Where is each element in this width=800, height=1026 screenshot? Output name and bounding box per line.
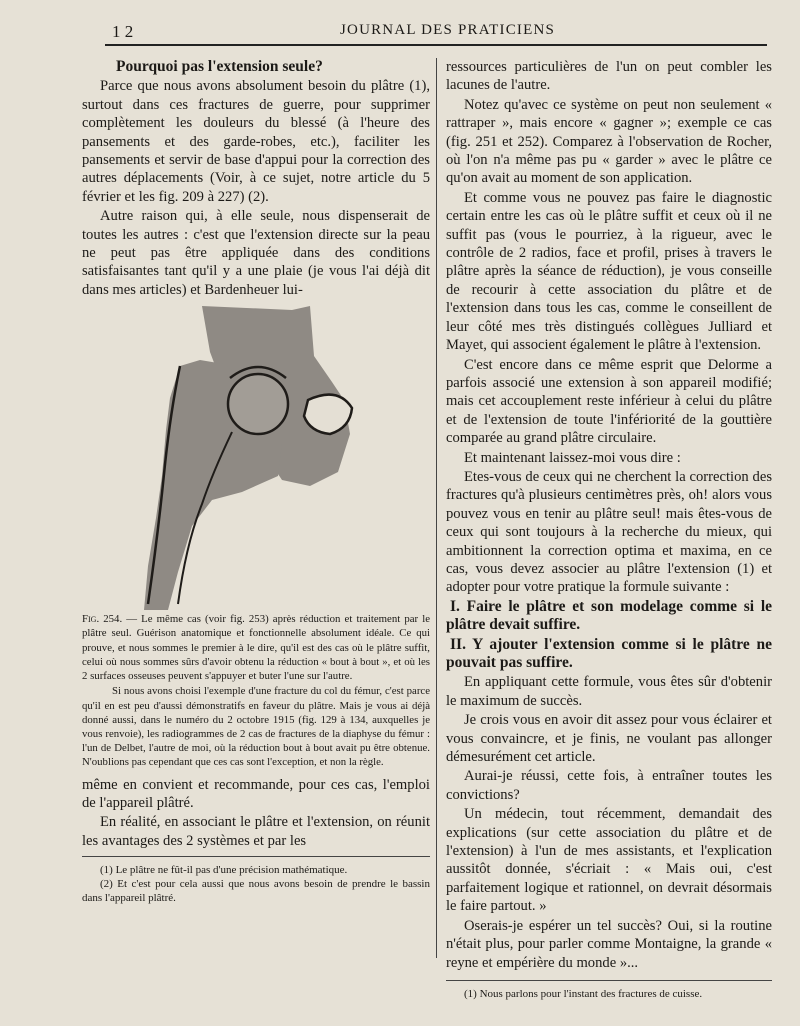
right-footnote-rule [446,980,772,981]
right-paragraph-6: Etes-vous de ceux qui ne cherchent la correction des fractures qu'à plusieurs centimètres près, oh! alors vous pouvez vous en tenir au plâtre seul! mais êtes-vous de ceux qui sont toujours à la recherche du mieux, qui ambitionnent la correction optima et maxima, en ce cas, vous devez associer au plâtre l'extension (1) et adopter pour votre pratique la formule suivante : [446,468,772,596]
left-paragraph-3: même en convient et recommande, pour ces cas, l'emploi de l'appareil plâtré. [82,776,430,811]
right-paragraph-3: Et comme vous ne pouvez pas faire le diagnostic certain entre les cas où le plâtre suffit et ceux où il ne suffit pas (vous le pourriez, à la rigueur, avec le contrôle de 2 radios, face et profil, prises à travers le plâtre après la séance de réduction), je vous conseille de recourir à cette association du plâtre et de l'extension dans tous les cas, comme le conseillent de leur côté mes très distingués collègues Julliard et Mayet, qui associent également le plâtre à l'extension. [446,189,772,354]
right-paragraph-1: ressources particulières de l'un on peut combler les lacunes de l'autre. [446,59,772,94]
right-paragraph-4: C'est encore dans ce même esprit que Delorme a parfois associé une extension à son appareil modifié; mais cet accouplement reste inférieur à celui du plâtre et de l'extension de toute l'infériorité de la gouttière comparée au grand plâtre circulaire. [446,356,772,447]
page-header [0,0,800,46]
caption-label: Fig. 254. [82,613,123,626]
header-rule [105,44,767,46]
left-column [82,58,430,905]
right-paragraph-8: Je crois vous en avoir dit assez pour vous éclairer et vous convaincre, et je finis, ne voulant pas allonger démesurément cet article. [446,712,772,766]
right-paragraph-10: Un médecin, tout récemment, demandait des explications (sur cette association du plâtre et de l'extension) à l'un de mes assistants, et l'explication aussitôt donnée, s'écriait : « Mais oui, c'est parfaitement logique et rationnel, on devrait désormais le faire partout. » [446,806,772,915]
caption-paragraph-1 [82,612,430,683]
femur-illustration [82,304,430,610]
left-footnote-1: (1) Le plâtre ne fût-il pas d'une précision mathématique. [100,864,348,877]
right-paragraph-9: Aurai-je réussi, cette fois, à entraîner toutes les convictions? [446,768,772,803]
right-paragraph-2: Notez qu'avec ce système on peut non seulement « rattraper », mais encore « gagner »; exemple ce cas (fig. 251 et 252). Comparez à l'observation de Rocher, où l'on n'a même pas pu « garder » avec le plâtre ce qu'on avait au moment de son application. [446,96,772,187]
left-paragraph-1: Parce que nous avons absolument besoin du plâtre (1), surtout dans ces fractures de guerre, pour supprimer complètement les douleurs du blessé (à l'heure des pansements et des garde-robes, etc.), faciliter les pansements et servir de base d'appui pour la correction des autres déplacements (Voir, à ce sujet, notre article du 5 février et les fig. 209 à 227) (2). [82,78,430,205]
right-column [446,58,772,1001]
formula-rule-2: II. Y ajouter l'extension comme si le plâtre ne pouvait pas suffire. [446,635,772,671]
left-paragraph-2: Autre raison qui, à elle seule, nous dispenserait de toutes les autres : c'est que l'extension directe sur la peau ne peut pas être appliquée dans des conditions satisfaisantes tant qu'il y a une plaie (je vous l'ai déjà dit dans mes articles) et Bardenheuer lui- [82,208,430,298]
page-number: 1 2 [112,22,134,41]
journal-title: JOURNAL DES PRATICIENS [340,22,556,38]
right-paragraph-11: Oserais-je espérer un tel succès? Oui, si la routine n'était plus, pour parler comme Montaigne, la grande « reyne et empérière du monde »... [446,917,772,971]
caption-paragraph-2: Si nous avons choisi l'exemple d'une fracture du col du fémur, c'est parce qu'il en est peu d'aussi démonstratifs en faveur du plâtre. Mais je vous ai déjà donné aussi, dans le numéro du 2 octobre 1915 (fig. 129 à 134, auxquelles je vous renvoie), les radiogrammes de 2 cas de fractures de la diaphyse du fémur : l'un de Delbet, l'autre de moi, où la réduction bout à bout avait pu être obtenue. N'oublions pas cependant que ces cas sont l'exception, et non la règle. [82,685,430,769]
hip-radiograph-figure [82,304,430,610]
left-footnote-2: (2) Et c'est pour cela aussi que nous avons besoin de prendre le bassin dans l'appareil plâtré. [82,878,430,905]
femoral-head [228,374,288,434]
section-title: Pourquoi pas l'extension seule? [116,58,323,75]
right-paragraph-7: En appliquant cette formule, vous êtes sûr d'obtenir le maximum de succès. [446,674,772,709]
left-footnote-rule [82,856,430,857]
column-divider [436,58,437,958]
caption-text-1: — Le même cas (voir fig. 253) après réduction et traitement par le plâtre seul. Guérison anatomique et fonctionnelle absolument idéale. Ce qui prouve, et nous sommes le premier à le dire, qu'il est des cas où le plâtre suffit, celui où nous sommes sûrs d'avoir obtenu la réduction « bout à bout », et où les 2 surfaces osseuses peuvent s'appuyer et buter l'une sur l'autre. [82,613,430,683]
formula-rule-1: I. Faire le plâtre et son modelage comme si le plâtre devait suffire. [446,597,772,634]
figure-caption [82,612,430,769]
right-footnote-1: (1) Nous parlons pour l'instant des fractures de cuisse. [464,987,703,1000]
right-paragraph-5: Et maintenant laissez-moi vous dire : [464,449,681,466]
left-paragraph-4: En réalité, en associant le plâtre et l'extension, on réunit les avantages des 2 systèmes et par les [82,814,430,849]
